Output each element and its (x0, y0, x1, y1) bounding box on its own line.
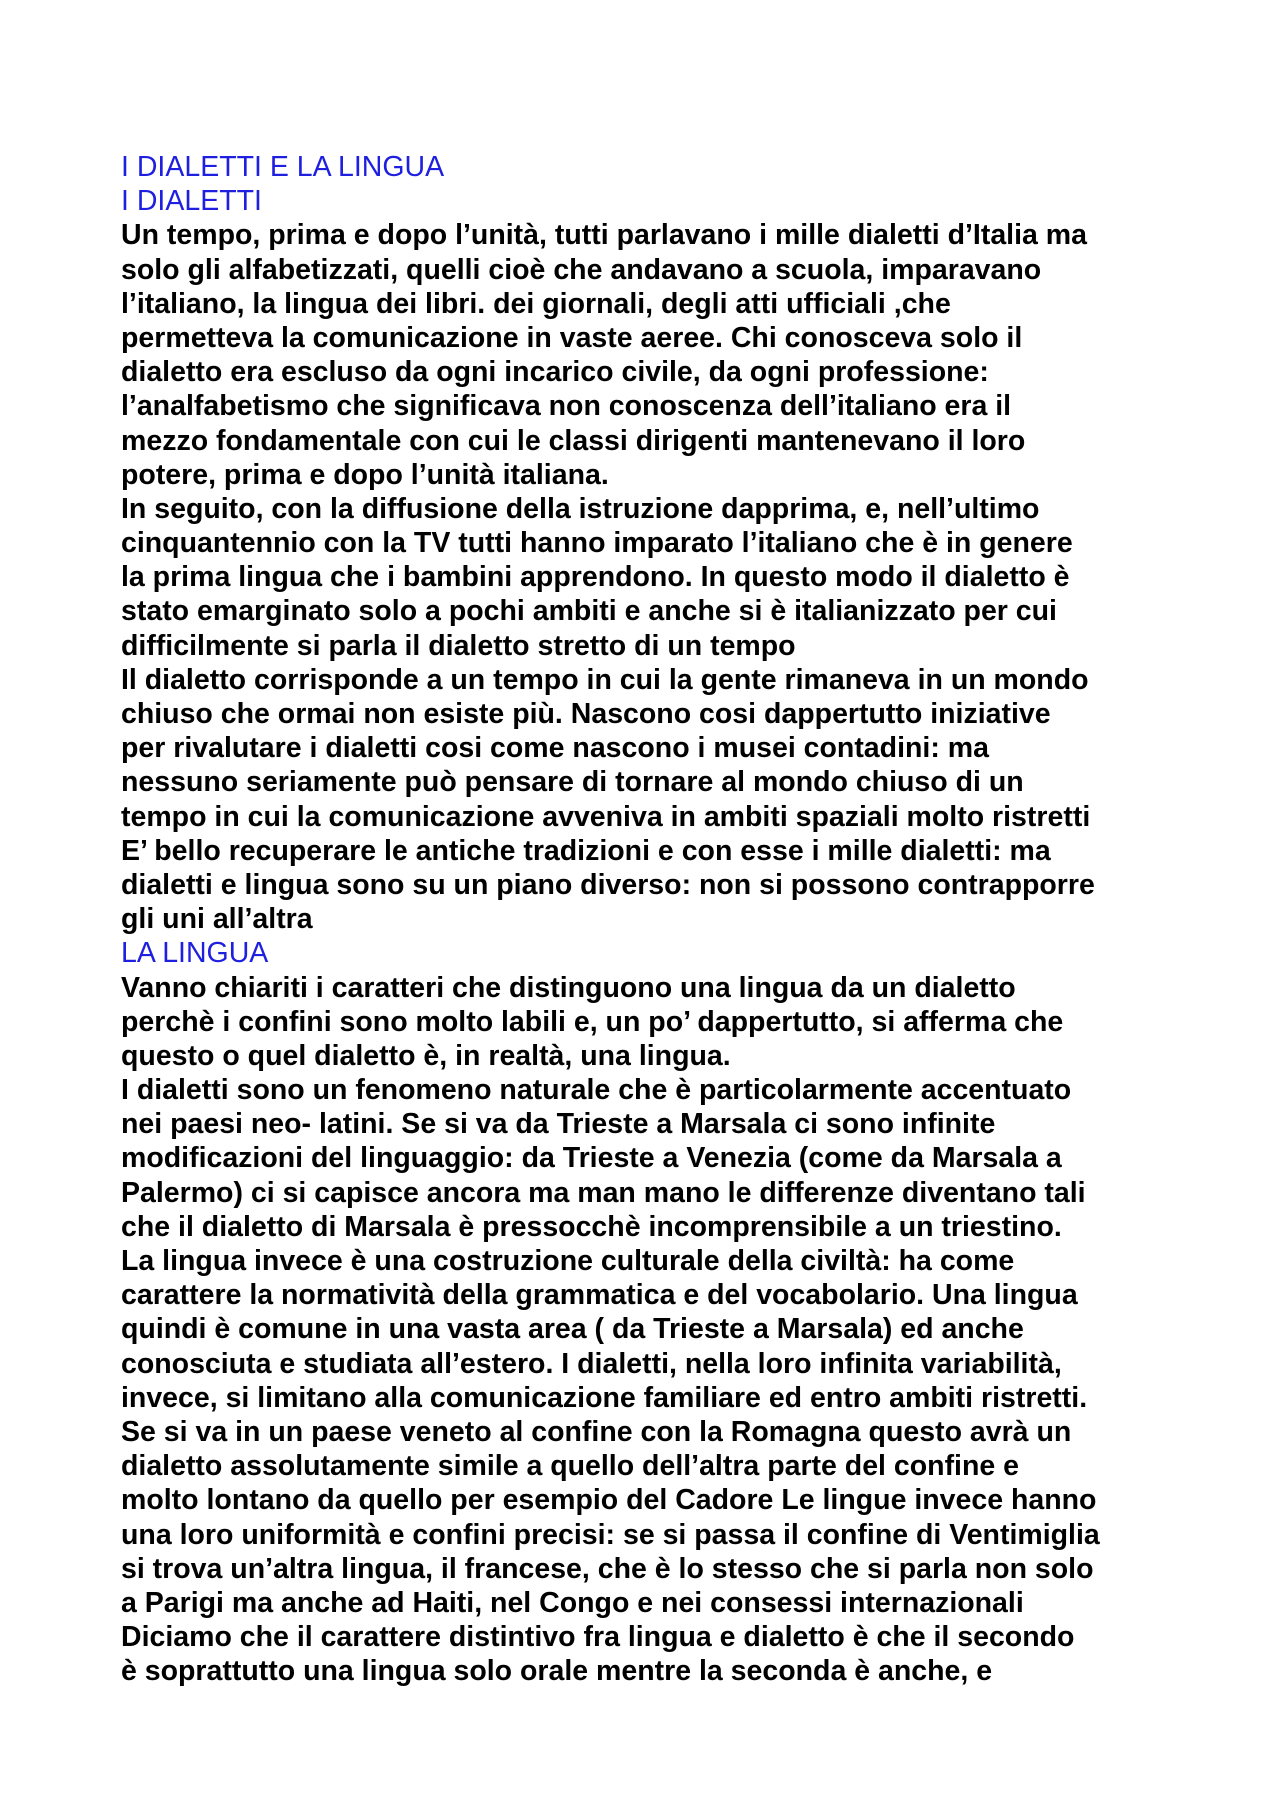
text-line: gli uni all’altra (121, 903, 313, 936)
section-heading-lingua: LA LINGUA (121, 937, 269, 970)
text-line: Palermo) ci si capisce ancora ma man mano le differenze diventano tali (121, 1176, 1086, 1209)
section-lingua-body (121, 971, 1211, 1689)
section-heading-dialetti: I DIALETTI (121, 185, 262, 218)
text-line: nei paesi neo- latini. Se si va da Trieste a Marsala ci sono infinite (121, 1108, 996, 1141)
text-line: Diciamo che il carattere distintivo fra lingua e dialetto è che il secondo (121, 1621, 1075, 1654)
text-line: dialetti e lingua sono su un piano diverso: non si possono contrapporre (121, 868, 1095, 901)
text-line: difficilmente si parla il dialetto stretto di un tempo (121, 629, 796, 662)
text-line: In seguito, con la diffusione della istruzione dapprima, e, nell’ultimo (121, 492, 1040, 525)
text-line: invece, si limitano alla comunicazione familiare ed entro ambiti ristretti. (121, 1381, 1088, 1414)
text-line: Vanno chiariti i caratteri che distinguono una lingua da un dialetto (121, 971, 1016, 1004)
document-page (121, 150, 1211, 1688)
text-line: questo o quel dialetto è, in realtà, una lingua. (121, 1039, 731, 1072)
text-line: a Parigi ma anche ad Haiti, nel Congo e nei consessi internazionali (121, 1586, 1024, 1619)
text-line: cinquantennio con la TV tutti hanno imparato l’italiano che è in genere (121, 527, 1073, 560)
text-line: E’ bello recuperare le antiche tradizioni e con esse i mille dialetti: ma (121, 834, 1051, 867)
text-line: per rivalutare i dialetti cosi come nascono i musei contadini: ma (121, 732, 989, 765)
text-line: perchè i confini sono molto labili e, un po’ dappertutto, si afferma che (121, 1005, 1064, 1038)
text-line: I dialetti sono un fenomeno naturale che è particolarmente accentuato (121, 1074, 1072, 1107)
text-line: l’italiano, la lingua dei libri. dei giornali, degli atti ufficiali ,che (121, 287, 951, 320)
text-line: tempo in cui la comunicazione avveniva in ambiti spaziali molto ristretti (121, 800, 1091, 833)
text-line: modificazioni del linguaggio: da Trieste a Venezia (come da Marsala a (121, 1142, 1062, 1175)
document-title: I DIALETTI E LA LINGUA (121, 151, 445, 183)
text-line: carattere la normatività della grammatica e del vocabolario. Una lingua (121, 1279, 1078, 1312)
text-line: l’analfabetismo che significava non conoscenza dell’italiano era il (121, 390, 1012, 423)
text-line: nessuno seriamente può pensare di tornare al mondo chiuso di un (121, 766, 1024, 799)
section-dialetti-body (121, 218, 1211, 936)
text-line: solo gli alfabetizzati, quelli cioè che andavano a scuola, imparavano (121, 253, 1042, 286)
text-line: Un tempo, prima e dopo l’unità, tutti parlavano i mille dialetti d’Italia ma (121, 219, 1087, 252)
text-line: Il dialetto corrisponde a un tempo in cui la gente rimaneva in un mondo (121, 663, 1089, 696)
text-line: Se si va in un paese veneto al confine con la Romagna questo avrà un (121, 1415, 1072, 1448)
text-line: dialetto era escluso da ogni incarico civile, da ogni professione: (121, 356, 989, 389)
text-line: quindi è comune in una vasta area ( da Trieste a Marsala) ed anche (121, 1313, 1024, 1346)
text-line: La lingua invece è una costruzione culturale della civiltà: ha come (121, 1245, 1015, 1277)
text-line: è soprattutto una lingua solo orale mentre la seconda è anche, e (121, 1655, 993, 1688)
text-line: stato emarginato solo a pochi ambiti e anche si è italianizzato per cui (121, 595, 1057, 628)
text-line: potere, prima e dopo l’unità italiana. (121, 458, 609, 491)
text-line: si trova un’altra lingua, il francese, che è lo stesso che si parla non solo (121, 1552, 1094, 1585)
text-line: la prima lingua che i bambini apprendono. In questo modo il dialetto è (121, 561, 1070, 594)
text-line: permetteva la comunicazione in vaste aeree. Chi conosceva solo il (121, 321, 1023, 354)
text-line: che il dialetto di Marsala è pressocchè incomprensibile a un triestino. (121, 1210, 1062, 1243)
text-line: dialetto assolutamente simile a quello dell’altra parte del confine e (121, 1450, 1020, 1483)
text-line: conosciuta e studiata all’estero. I dialetti, nella loro infinita variabilità, (121, 1347, 1062, 1380)
text-line: una loro uniformità e confini precisi: se si passa il confine di Ventimiglia (121, 1518, 1100, 1551)
text-line: mezzo fondamentale con cui le classi dirigenti mantenevano il loro (121, 424, 1026, 457)
text-line: molto lontano da quello per esempio del Cadore Le lingue invece hanno (121, 1484, 1097, 1517)
text-line: chiuso che ormai non esiste più. Nascono cosi dappertutto iniziative (121, 698, 1051, 730)
